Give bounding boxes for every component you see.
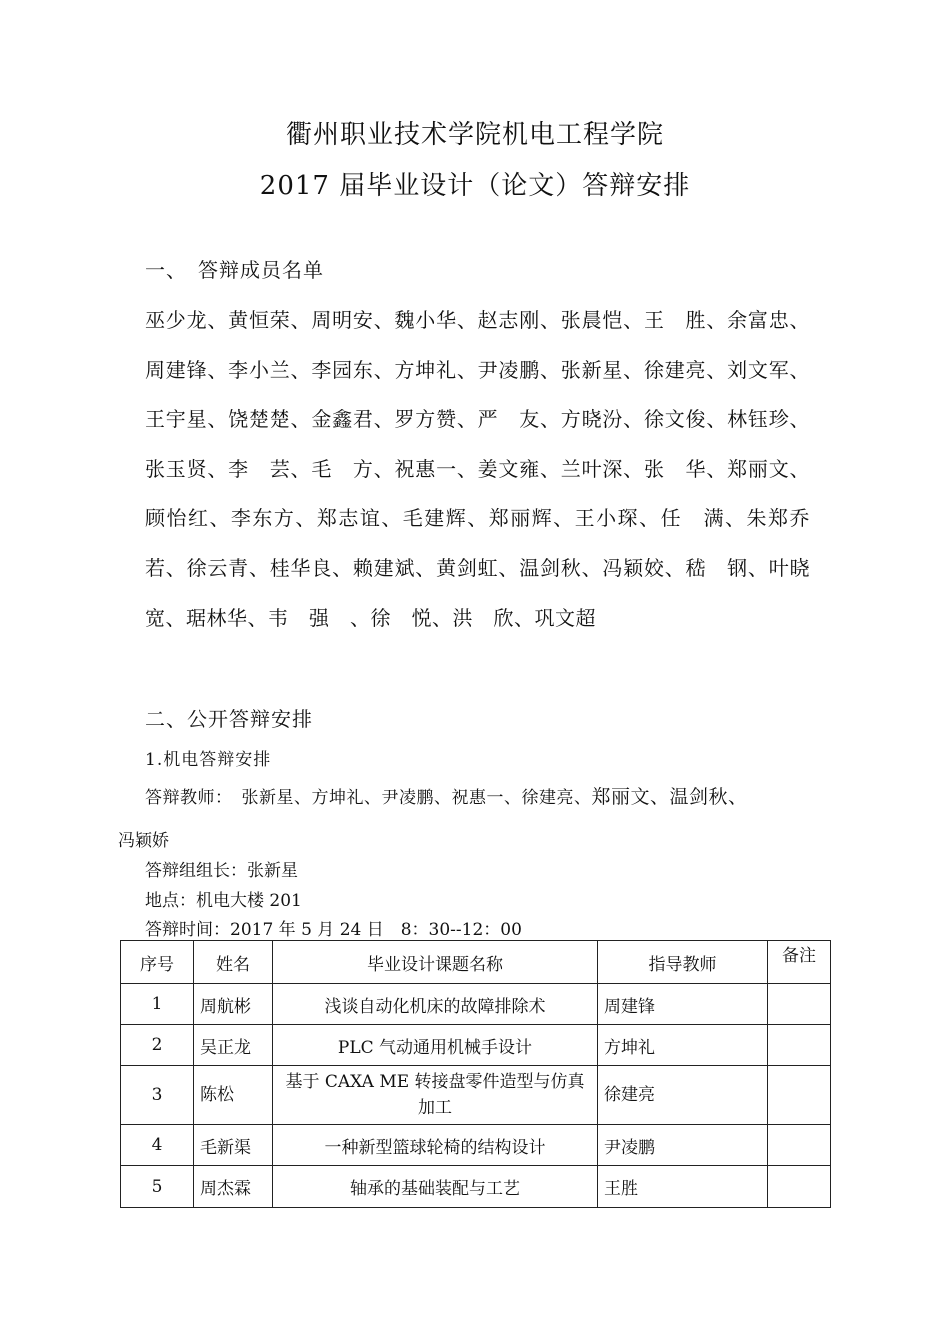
document-title-line2: 2017 届毕业设计（论文）答辩安排 [259,171,691,201]
cell-no: 2 [121,1025,194,1066]
cell-topic: PLC 气动通用机械手设计 [273,1025,598,1066]
cell-note [768,1025,831,1066]
cell-name: 陈松 [194,1066,273,1125]
schedule-table [120,940,831,1208]
member-list: 巫少龙、黄恒荣、周明安、魏小华、赵志刚、张晨恺、王 胜、余富忠、周建锋、李小兰、李园东、方坤礼、尹凌鹏、张新星、徐建亮、刘文军、王宇星、饶楚楚、金鑫君、罗方赞、严 友、方晓汾、徐文俊、林钰珍、张玉贤、李 芸、毛 方、祝惠一、姜文雍、兰叶深、张 华、郑丽文、顾怡红、李东方、郑志谊、毛建辉、郑丽辉、王小琛、任 满、朱郑乔若、徐云青、桂华良、赖建斌、黄剑虹、温剑秋、冯颖姣、嵇 钢、叶晓宽、琚林华、韦 强 、徐 悦、洪 欣、巩文超 [145,308,810,630]
cell-no: 1 [121,984,194,1025]
header-advisor: 指导教师 [598,941,768,984]
cell-name: 毛新渠 [194,1125,273,1166]
table-row [121,1125,831,1166]
cell-advisor: 周建锋 [598,984,768,1025]
cell-advisor: 尹凌鹏 [598,1125,768,1166]
header-note: 备注 [768,941,831,984]
table-row [121,984,831,1025]
cell-advisor: 徐建亮 [598,1066,768,1125]
cell-no: 5 [121,1166,194,1208]
section2-heading: 二、公开答辩安排 [145,707,313,731]
cell-no: 4 [121,1125,194,1166]
location: 地点：机电大楼 201 [145,891,302,911]
cell-note [768,1066,831,1125]
teachers-line [145,782,748,809]
header-name: 姓名 [194,941,273,984]
cell-topic: 浅谈自动化机床的故障排除术 [273,984,598,1025]
cell-advisor: 王胜 [598,1166,768,1208]
group-leader: 答辩组组长：张新星 [145,861,298,881]
cell-note [768,1166,831,1208]
cell-advisor: 方坤礼 [598,1025,768,1066]
cell-note [768,984,831,1025]
table-header-row [121,941,831,984]
table-row [121,1025,831,1066]
cell-no: 3 [121,1066,194,1125]
cell-name: 周航彬 [194,984,273,1025]
defense-time: 答辩时间：2017 年 5 月 24 日 8：30--12：00 [145,920,522,940]
table-row [121,1166,831,1208]
teachers-part2: 郑丽文、温剑秋、 [591,786,748,808]
cell-topic: 一种新型篮球轮椅的结构设计 [273,1125,598,1166]
cell-name: 吴正龙 [194,1025,273,1066]
cell-topic: 基于 CAXA ME 转接盘零件造型与仿真加工 [273,1066,598,1125]
cell-note [768,1125,831,1166]
teachers-part1: 答辩教师： 张新星、方坤礼、尹凌鹏、祝惠一、徐建亮、 [145,788,592,808]
header-no: 序号 [121,941,194,984]
table-row [121,1066,831,1125]
teachers-wrap: 冯颖娇 [118,831,169,851]
cell-name: 周杰霖 [194,1166,273,1208]
header-topic: 毕业设计课题名称 [273,941,598,984]
section1-heading: 一、 答辩成员名单 [145,258,324,282]
subsection-heading: 1.机电答辩安排 [145,750,272,770]
document-title-line1: 衢州职业技术学院机电工程学院 [285,120,664,150]
cell-topic: 轴承的基础装配与工艺 [273,1166,598,1208]
